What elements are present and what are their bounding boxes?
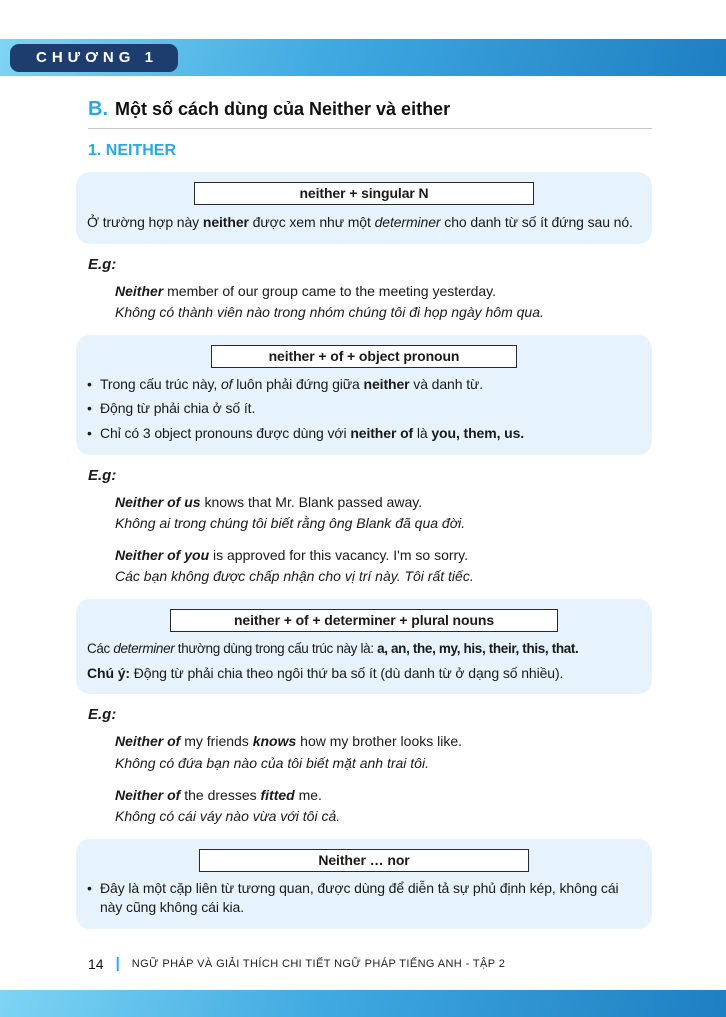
text-run: the dresses	[180, 786, 261, 803]
text-run: neither of	[350, 424, 414, 441]
section-letter: B.	[88, 98, 108, 120]
bullet-text	[100, 424, 642, 444]
text-run: you, them, us.	[431, 424, 525, 441]
text-run: of	[220, 375, 233, 392]
text-run: Chỉ có 3 object pronouns được dùng với	[100, 424, 351, 441]
page-footer	[88, 955, 505, 972]
footer-book-title: NGỮ PHÁP VÀ GIẢI THÍCH CHI TIẾT NGỮ PHÁP TIẾNG ANH - TẬP 2	[131, 957, 506, 970]
example-english	[115, 732, 652, 752]
example-english	[115, 546, 652, 566]
example-item	[115, 546, 652, 587]
rule-box-body	[87, 213, 641, 233]
examples-block	[76, 256, 652, 323]
text-run: is approved for this vacancy. I'm so sorry.	[209, 546, 469, 563]
example-english	[115, 786, 652, 806]
text-run: neither	[363, 375, 410, 392]
bullet-icon: •	[87, 424, 92, 441]
text-run: a, an, the, my, his, their, this, that.	[377, 640, 579, 656]
text-run: thường dùng trong cấu trúc này là:	[174, 640, 378, 656]
text-run: Trong cấu trúc này,	[100, 375, 221, 392]
bullet-text	[100, 399, 642, 419]
rule-bullet	[87, 879, 642, 918]
rule-bullet	[87, 375, 642, 395]
text-run: Các	[87, 640, 114, 656]
text-run: knows that Mr. Blank passed away.	[200, 493, 423, 510]
text-run: my friends	[180, 733, 253, 750]
subsection-heading: 1. NEITHER	[88, 142, 177, 159]
example-vietnamese: Không có cái váy nào vừa với tôi cả.	[115, 808, 341, 825]
text-run: how my brother looks like.	[296, 733, 463, 750]
bullet-icon: •	[87, 375, 92, 392]
text-run: determiner	[374, 214, 441, 230]
rule-bullet	[87, 424, 642, 444]
example-item	[115, 732, 652, 773]
eg-label: E.g:	[88, 466, 117, 484]
text-run: được xem như một	[248, 214, 375, 230]
example-item	[115, 493, 652, 534]
rule-box-neither-singular	[76, 172, 652, 244]
text-run: và danh từ.	[409, 375, 484, 392]
chapter-band	[0, 39, 726, 76]
rule-box-line	[87, 640, 641, 659]
section-title	[88, 96, 652, 129]
example-item	[115, 786, 652, 827]
rule-box-heading: neither + singular N	[194, 182, 534, 205]
chapter-label: CHƯƠNG 1	[10, 44, 178, 72]
bullet-icon: •	[87, 879, 92, 896]
bullet-text	[100, 375, 642, 395]
example-english	[115, 493, 652, 513]
eg-label: E.g:	[88, 255, 117, 273]
text-run: luôn phải đứng giữa	[232, 375, 364, 392]
eg-label: E.g:	[88, 706, 117, 724]
rule-box-heading: neither + of + object pronoun	[211, 345, 517, 368]
page-number: 14	[88, 955, 104, 972]
section-title-text: Một số cách dùng của Neither và either	[115, 99, 451, 119]
text-run: knows	[252, 733, 297, 750]
text-run: Ở trường hợp này	[87, 214, 203, 230]
text-run: Động từ phải chia theo ngôi thứ ba số ít (dù danh từ ở dạng số nhiều).	[129, 664, 564, 681]
example-vietnamese: Không ai trong chúng tôi biết rằng ông Blank đã qua đời.	[115, 515, 466, 532]
text-run: Neither of	[115, 733, 181, 750]
text-run: determiner	[113, 640, 175, 656]
rule-box-neither-of-determiner	[76, 599, 652, 694]
text-run: cho danh từ số ít đứng sau nó.	[440, 214, 633, 230]
example-vietnamese: Không có đứa bạn nào của tôi biết mặt anh trai tôi.	[115, 755, 429, 772]
example-english	[115, 282, 652, 302]
text-run: Neither	[115, 282, 164, 299]
bottom-band	[0, 990, 726, 1017]
examples-block	[76, 467, 652, 587]
rule-box-heading: neither + of + determiner + plural nouns	[170, 609, 558, 632]
text-run: Đây là một cặp liên từ tương quan, được dùng để diễn tả sự phủ định kép, không cái này cũng không cái kia.	[100, 879, 619, 916]
rule-box-heading: Neither … nor	[199, 849, 529, 872]
bullet-text	[100, 879, 642, 918]
example-item	[115, 282, 652, 323]
rule-bullet	[87, 399, 642, 419]
example-vietnamese: Không có thành viên nào trong nhóm chúng tôi đi họp ngày hôm qua.	[115, 304, 544, 321]
examples-block	[76, 706, 652, 826]
rule-box-neither-of-pronoun	[76, 335, 652, 455]
text-run: Động từ phải chia ở số ít.	[100, 400, 256, 417]
text-run: là	[413, 424, 432, 441]
footer-separator: |	[115, 955, 120, 972]
rule-box-line	[87, 664, 641, 684]
text-run: me.	[294, 786, 322, 803]
text-run: neither	[202, 214, 249, 230]
example-vietnamese: Các bạn không được chấp nhận cho vị trí này. Tôi rất tiếc.	[115, 568, 474, 585]
bullet-icon: •	[87, 400, 92, 417]
text-run: Neither of us	[115, 493, 201, 510]
text-run: member of our group came to the meeting yesterday.	[163, 282, 497, 299]
text-run: Chú ý:	[87, 664, 130, 681]
page-content	[76, 76, 652, 929]
rule-box-neither-nor	[76, 839, 652, 929]
text-run: Neither of	[115, 786, 181, 803]
text-run: fitted	[260, 786, 295, 803]
text-run: Neither of you	[115, 546, 210, 563]
